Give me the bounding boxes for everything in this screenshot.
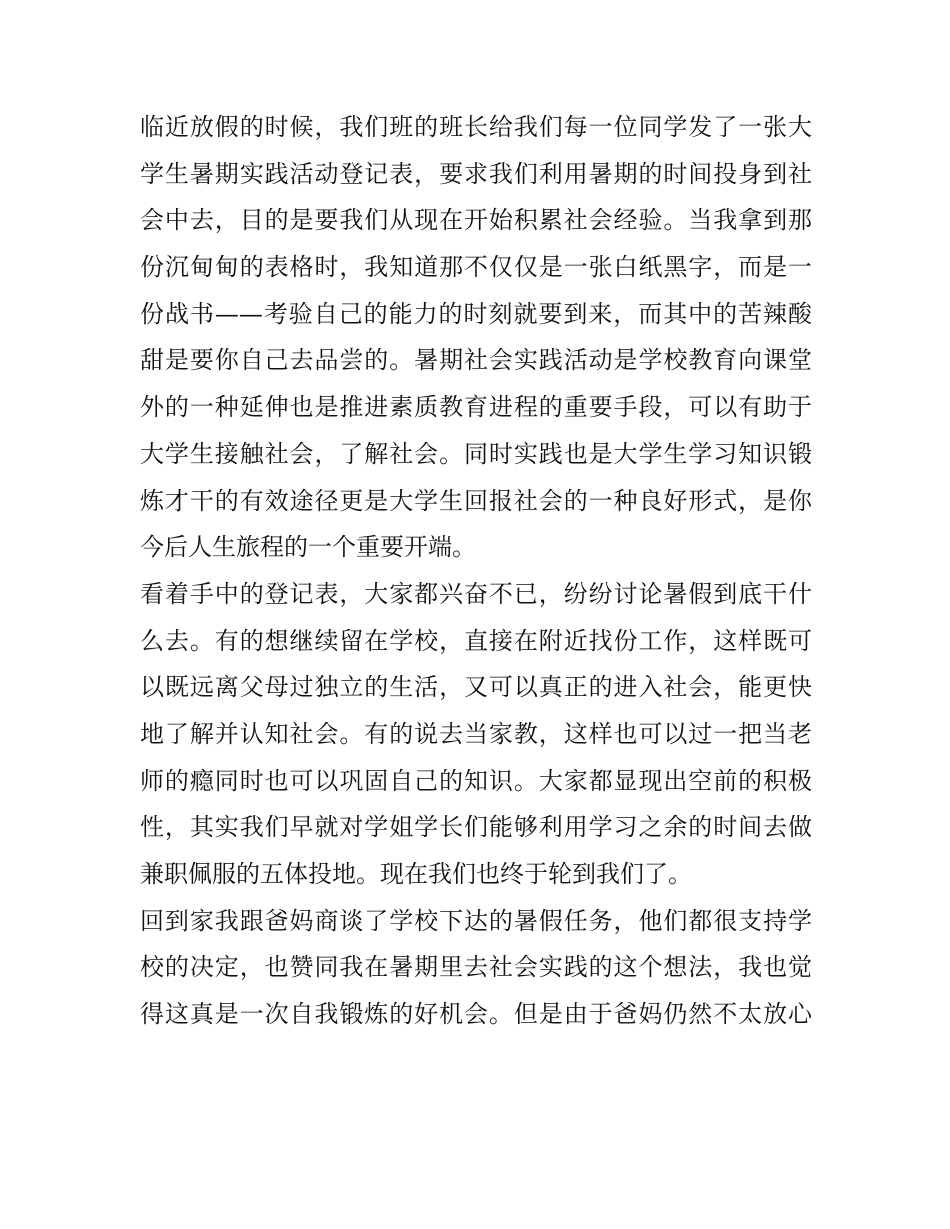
paragraph-line: 今后人生旅程的一个重要开端。 [140, 533, 476, 562]
paragraph-line: 么去。有的想继续留在学校，直接在附近找份工作，这样既可 [140, 626, 812, 655]
paragraph-line: 得这真是一次自我锻炼的好机会。但是由于爸妈仍然不太放心 [140, 1000, 812, 1029]
paragraph-line: 会中去，目的是要我们从现在开始积累社会经验。当我拿到那 [140, 206, 812, 235]
paragraph-2 [140, 571, 812, 898]
paragraph-line: 师的瘾同时也可以巩固自己的知识。大家都显现出空前的积极 [140, 766, 812, 795]
paragraph-1 [140, 104, 812, 571]
paragraph-line: 性，其实我们早就对学姐学长们能够利用学习之余的时间去做 [140, 813, 812, 842]
paragraph-line: 校的决定，也赞同我在暑期里去社会实践的这个想法，我也觉 [140, 953, 812, 982]
paragraph-line: 甜是要你自己去品尝的。暑期社会实践活动是学校教育向课堂 [140, 346, 812, 375]
paragraph-line: 份战书——考验自己的能力的时刻就要到来，而其中的苦辣酸 [140, 299, 812, 328]
document-body [140, 104, 812, 1038]
paragraph-line: 外的一种延伸也是推进素质教育进程的重要手段，可以有助于 [140, 393, 812, 422]
paragraph-line: 学生暑期实践活动登记表，要求我们利用暑期的时间投身到社 [140, 159, 812, 188]
paragraph-line: 回到家我跟爸妈商谈了学校下达的暑假任务，他们都很支持学 [140, 906, 812, 935]
paragraph-line: 炼才干的有效途径更是大学生回报社会的一种良好形式，是你 [140, 486, 812, 515]
paragraph-line: 看着手中的登记表，大家都兴奋不已，纷纷讨论暑假到底干什 [140, 579, 812, 608]
paragraph-line: 临近放假的时候，我们班的班长给我们每一位同学发了一张大 [140, 113, 812, 141]
paragraph-line: 以既远离父母过独立的生活，又可以真正的进入社会，能更快 [140, 673, 812, 702]
paragraph-3 [140, 898, 812, 1038]
paragraph-line: 地了解并认知社会。有的说去当家教，这样也可以过一把当老 [140, 719, 812, 748]
paragraph-line: 大学生接触社会，了解社会。同时实践也是大学生学习知识锻 [140, 439, 812, 468]
paragraph-line: 兼职佩服的五体投地。现在我们也终于轮到我们了。 [140, 860, 692, 888]
paragraph-line: 份沉甸甸的表格时，我知道那不仅仅是一张白纸黑字，而是一 [140, 253, 812, 282]
